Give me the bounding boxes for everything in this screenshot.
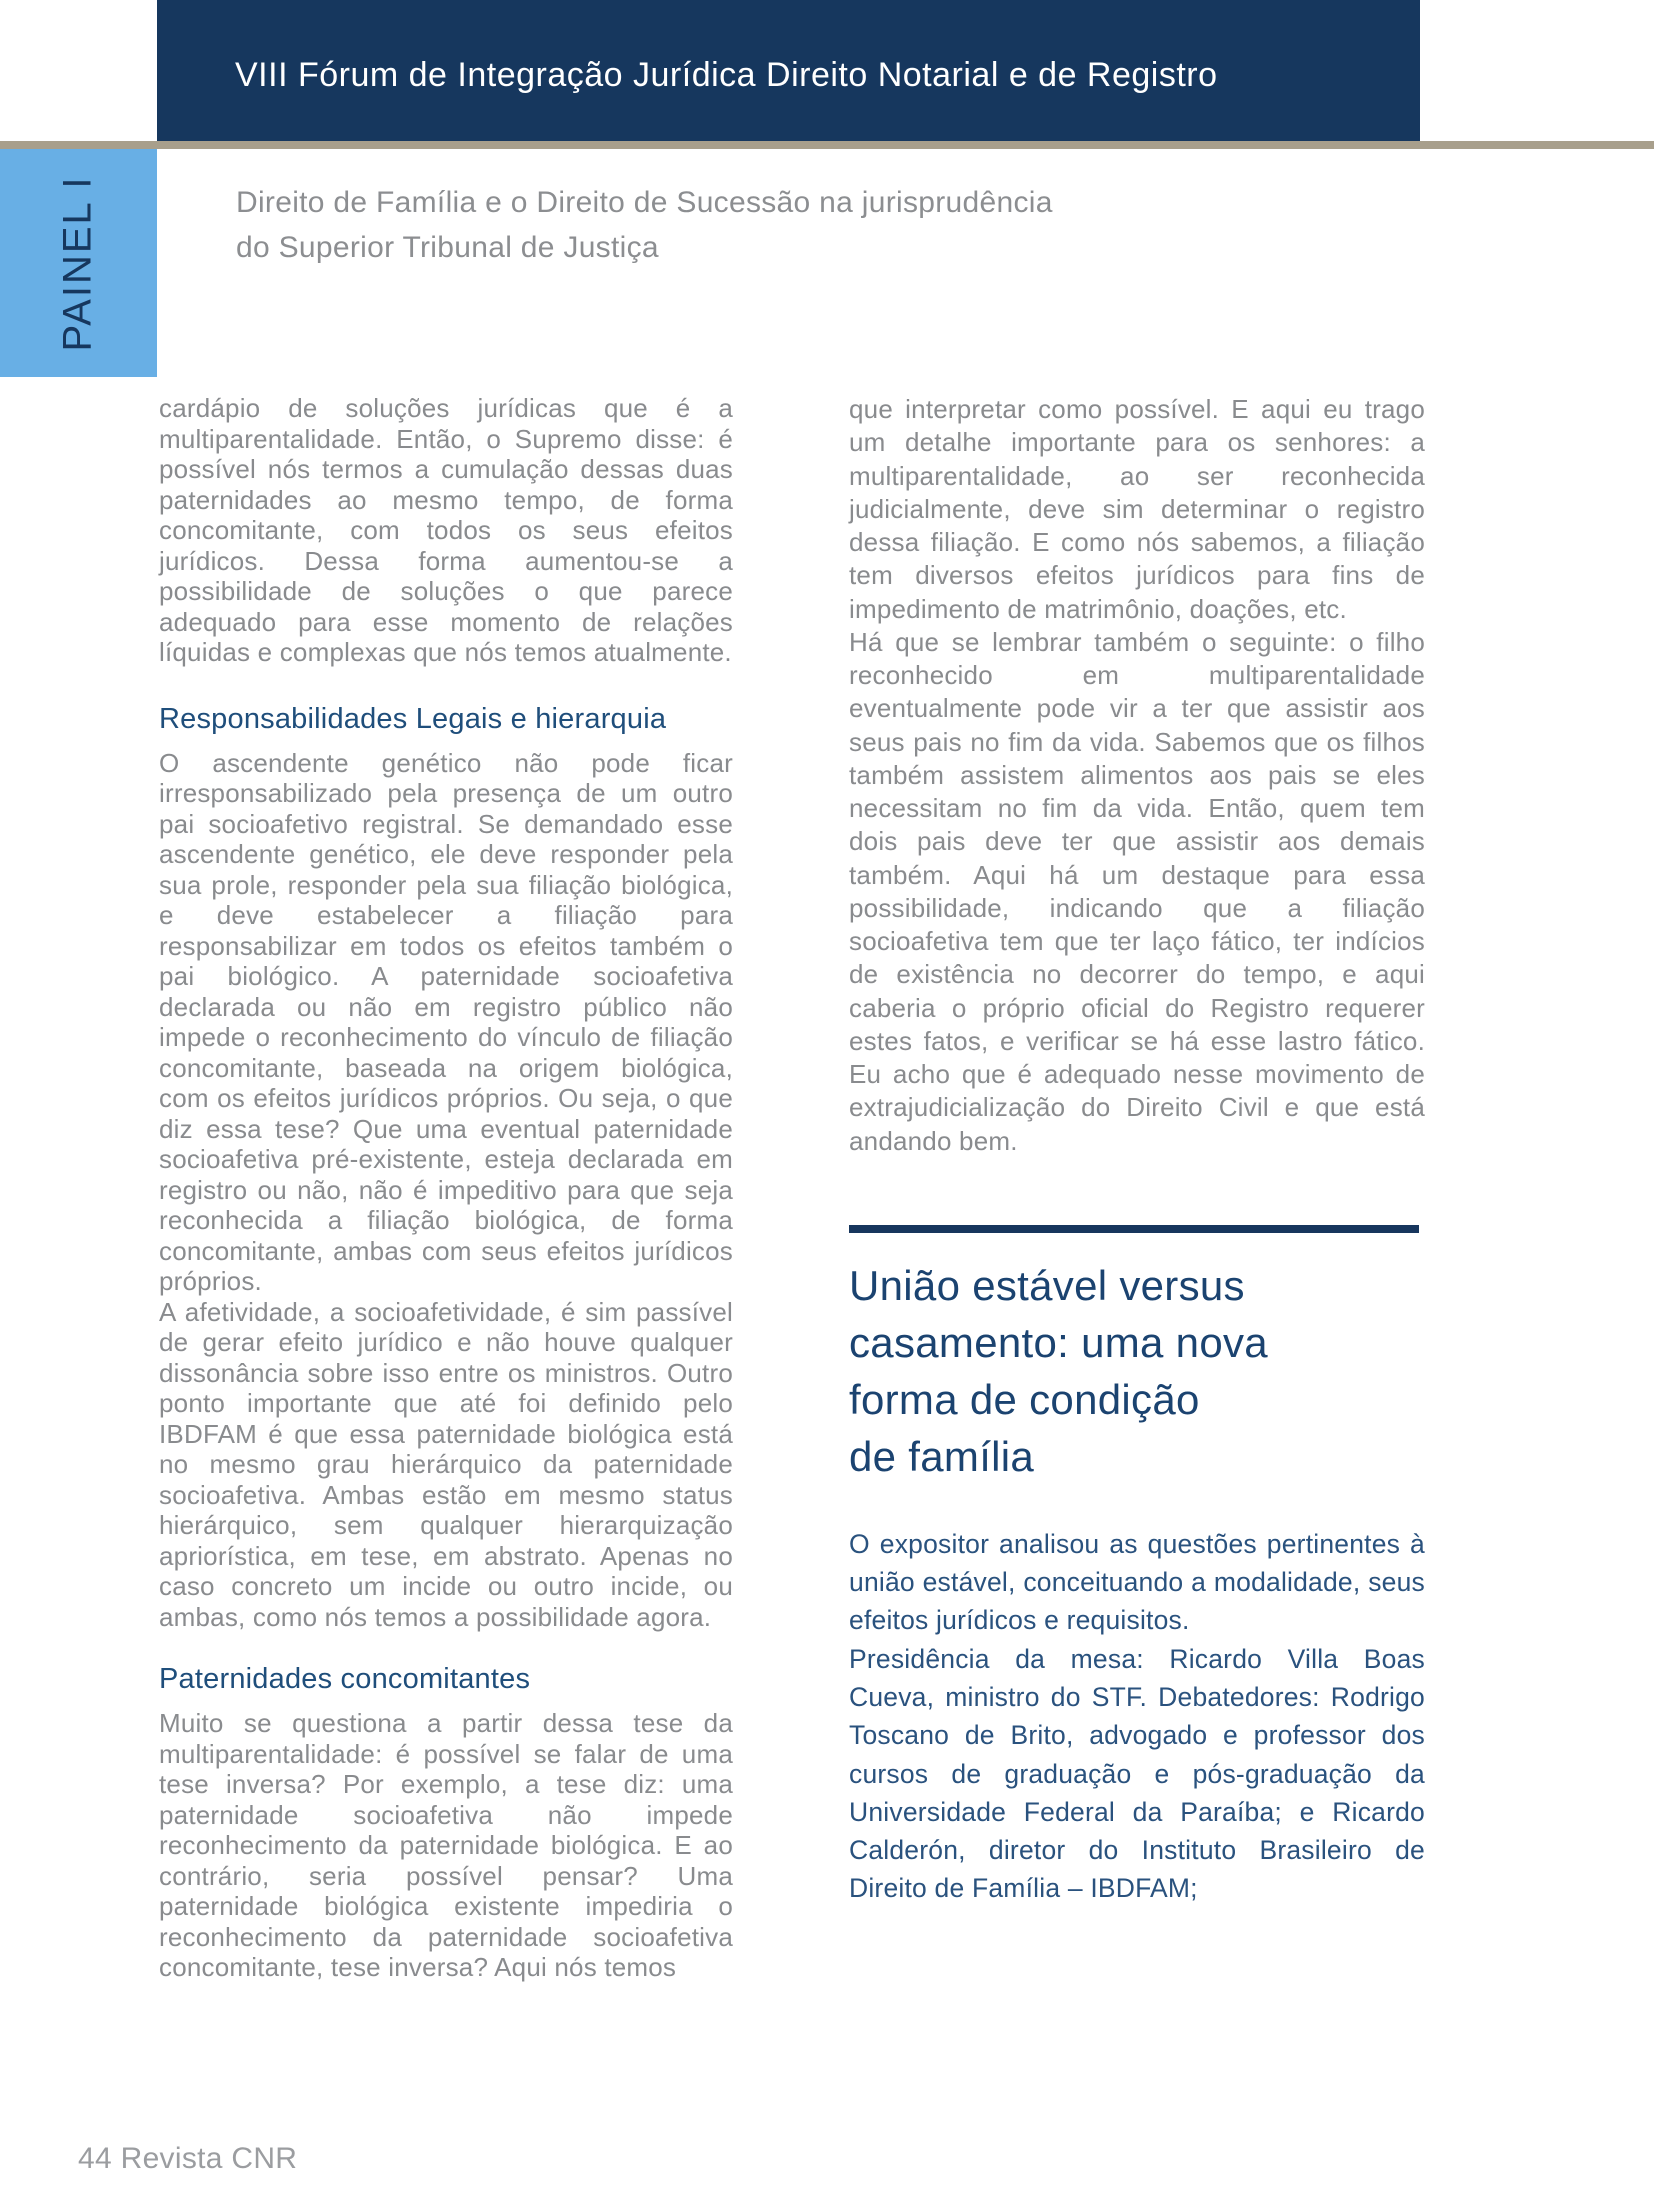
body-paragraph: Muito se questiona a partir dessa tese da multiparentalidade: é possível se falar de uma tese inversa? Por exemplo, a tese diz: uma paternidade socioafetiva não impede reconhecimento da paternidade biológica. E ao contrário, seria possível pensar? Uma paternidade biológica existente impediria o reconhecimento da paternidade socioafetiva concomitante, tese inversa? Aqui nós temos: [159, 1708, 733, 1982]
section-title-line-3: forma de condição: [849, 1375, 1200, 1423]
section-divider: [849, 1225, 1419, 1233]
article-subtitle: [236, 180, 1053, 270]
section-title-line-1: União estável versus: [849, 1261, 1245, 1309]
subtitle-line-1: Direito de Família e o Direito de Sucessão na jurisprudência: [236, 186, 1053, 219]
section-heading-responsabilidades: Responsabilidades Legais e hierarquia: [159, 702, 667, 735]
section-heading-paternidades: Paternidades concomitantes: [159, 1663, 531, 1695]
left-column: [159, 393, 733, 1983]
body-paragraph: que interpretar como possível. E aqui eu trago um detalhe importante para os senhores: a multiparentalidade, ao ser reconhecida judicialmente, deve sim determinar o registro dessa filiação. E como nós sabemos, a filiação tem diversos efeitos jurídicos para fins de impedimento de matrimônio, doações, etc.: [849, 394, 1425, 624]
panel-label: PAINEL I: [56, 174, 100, 352]
section-title-line-2: casamento: uma nova: [849, 1318, 1268, 1366]
body-paragraph: A afetividade, a socioafetividade, é sim passível de gerar efeito jurídico e não houve qualquer dissonância sobre isso entre os ministros. Outro ponto importante que até foi definido pelo IBDFAM é que essa paternidade biológica está no mesmo grau hierárquico da paternidade socioafetiva. Ambas estão em mesmo status hierárquico, sem qualquer hierarquização apriorística, em tese, em abstrato. Apenas no caso concreto um incide ou outro incide, ou ambas, como nós temos a possibilidade agora.: [159, 1296, 733, 1632]
body-paragraph: cardápio de soluções jurídicas que é a multiparentalidade. Então, o Supremo disse: é possível nós termos a cumulação dessas duas paternidades ao mesmo tempo, de forma concomitante, com todos os seus efeitos jurídicos. Dessa forma aumentou-se a possibilidade de soluções o que parece adequado para esse momento de relações líquidas e complexas que nós temos atualmente.: [159, 393, 733, 667]
horizontal-rule-tan: [0, 141, 1654, 149]
body-paragraph: Há que se lembrar também o seguinte: o filho reconhecido em multiparentalidade eventualmente pode vir a ter que assistir aos seus pais no fim da vida. Sabemos que os filhos também assistem alimentos aos pais se eles necessitam no fim da vida. Então, quem tem dois pais deve ter que assistir aos demais também. Aqui há um destaque para essa possibilidade, indicando que a filiação socioafetiva tem que ter laço fático, ter indícios de existência no decorrer do tempo, e aqui caberia o próprio oficial do Registro requerer estes fatos, e verificar se há esse lastro fático. Eu acho que é adequado nesse movimento de extrajudicialização do Direito Civil e que está andando bem.: [849, 626, 1425, 1156]
section-title: [849, 1257, 1425, 1485]
page-footer: 44 Revista CNR: [78, 2142, 298, 2175]
section-title-line-4: de família: [849, 1432, 1035, 1480]
right-column: [849, 393, 1425, 1908]
subtitle-line-2: do Superior Tribunal de Justiça: [236, 231, 659, 264]
panel-tab: [0, 149, 157, 377]
header-bar: [157, 0, 1420, 141]
section-intro-paragraph: O expositor analisou as questões pertinentes à união estável, conceituando a modalidade, seus efeitos jurídicos e requisitos.: [849, 1528, 1425, 1636]
section-credits-paragraph: Presidência da mesa: Ricardo Villa Boas Cueva, ministro do STF. Debatedores: Rodrigo Toscano de Brito, advogado e professor dos cursos de graduação e pós-graduação da Universidade Federal da Paraíba; e Ricardo Calderón, diretor do Instituto Brasileiro de Direito de Família – IBDFAM;: [849, 1643, 1425, 1904]
body-paragraph: O ascendente genético não pode ficar irresponsabilizado pela presença de um outro pai socioafetivo registral. Se demandado esse ascendente genético, ele deve responder pela sua prole, responder pela sua filiação biológica, e deve estabelecer a filiação para responsabilizar em todos os efeitos também o pai biológico. A paternidade socioafetiva declarada ou não em registro público não impede o reconhecimento do vínculo de filiação concomitante, baseada na origem biológica, com os efeitos jurídicos próprios. Ou seja, o que diz essa tese? Que uma eventual paternidade socioafetiva pré-existente, esteja declarada em registro ou não, não é impeditivo para que seja reconhecida a filiação biológica, de forma concomitante, ambas com seus efeitos jurídicos próprios.: [159, 747, 733, 1296]
page-title: VIII Fórum de Integração Jurídica Direito Notarial e de Registro: [235, 56, 1218, 94]
